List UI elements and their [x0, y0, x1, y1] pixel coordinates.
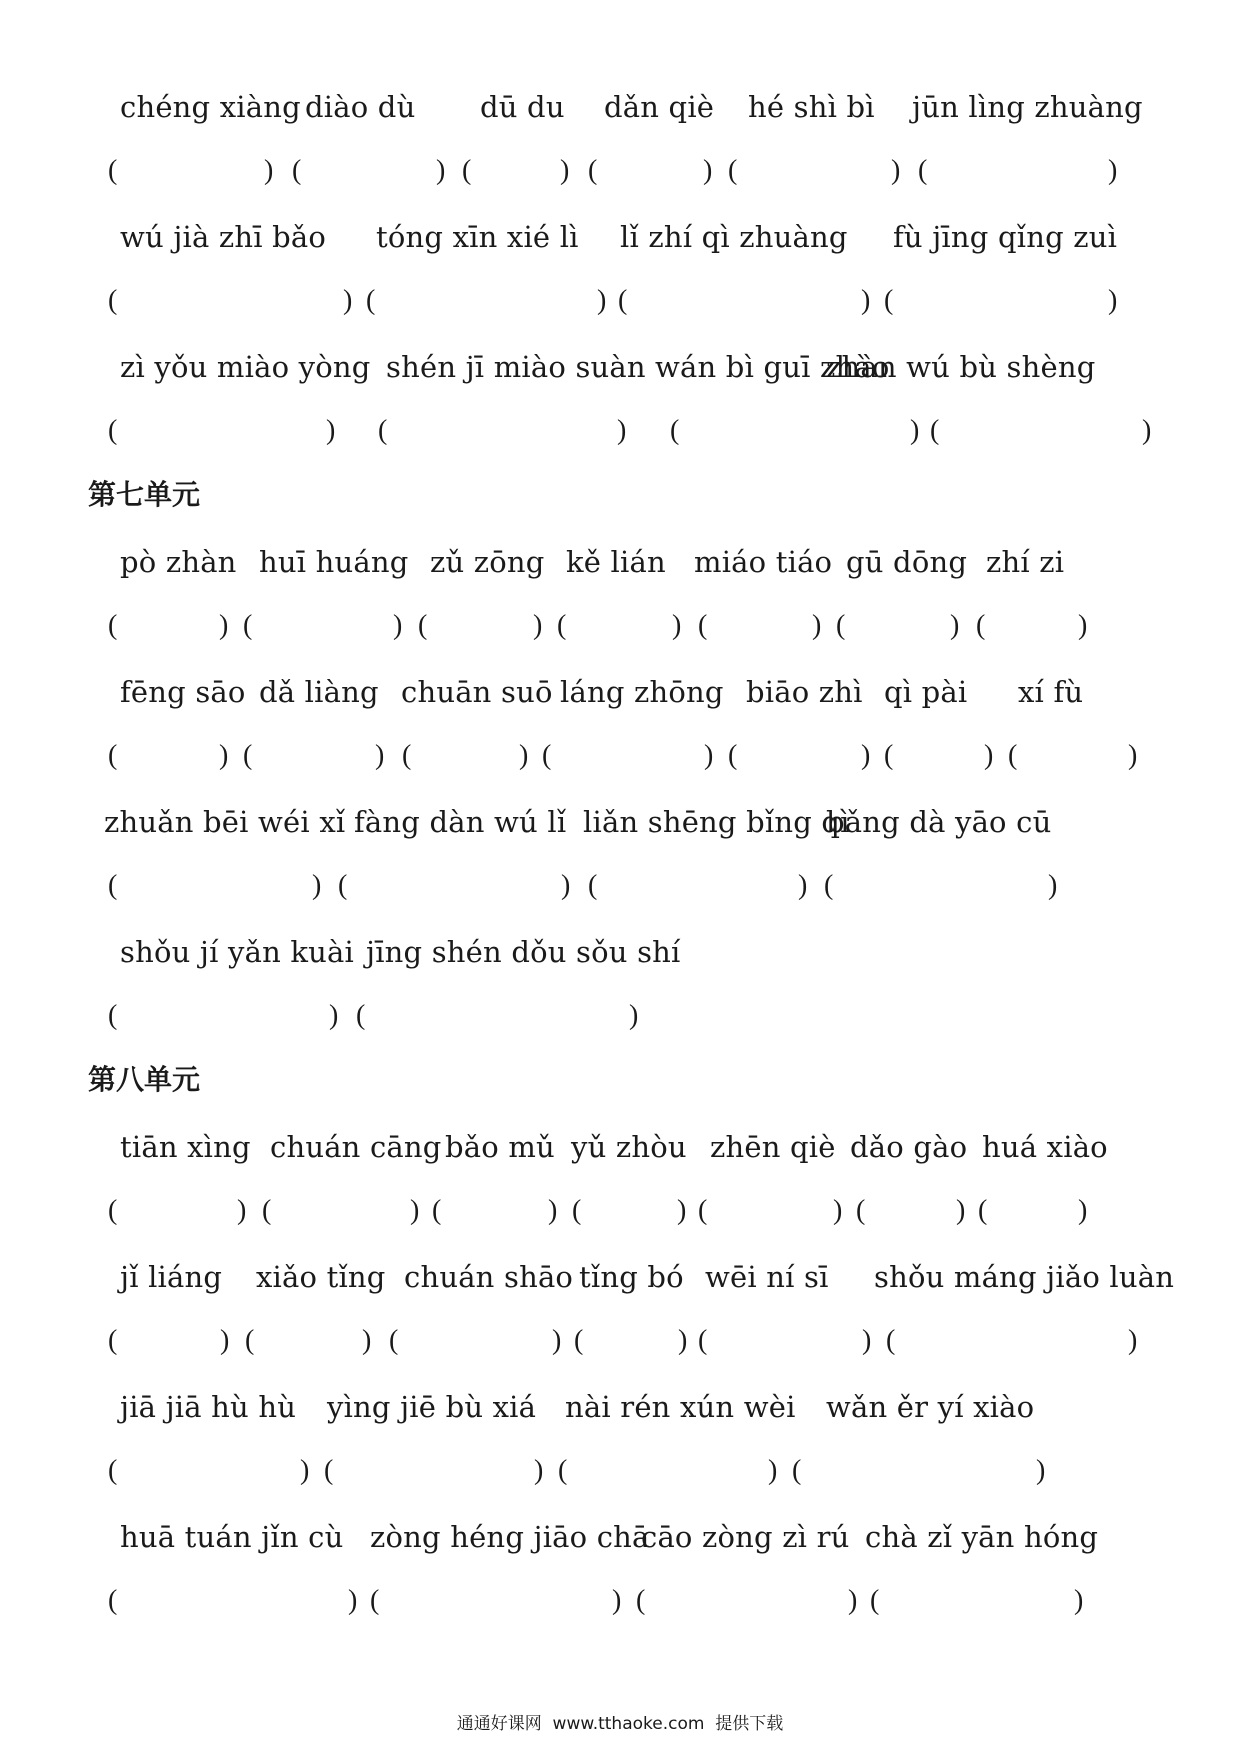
answer-bracket-close[interactable]: ) [534, 1455, 544, 1486]
answer-bracket-open[interactable]: ( [370, 1585, 380, 1616]
pinyin-word: wēi ní sī [705, 1260, 829, 1294]
answer-bracket-open[interactable]: ( [728, 740, 738, 771]
answer-bracket-close[interactable]: ) [1108, 285, 1118, 316]
pinyin-word: chéng xiàng [120, 90, 301, 124]
answer-bracket-close[interactable]: ) [984, 740, 994, 771]
pinyin-word: zòng héng jiāo chā [370, 1520, 650, 1554]
pinyin-word: fàng dàn wú lǐ [354, 805, 567, 839]
answer-bracket-close[interactable]: ) [561, 870, 571, 901]
pinyin-word: tiān xìng [120, 1130, 251, 1164]
answer-bracket-close[interactable]: ) [950, 610, 960, 641]
answer-bracket-open[interactable]: ( [108, 1455, 118, 1486]
pinyin-word: biāo zhì [746, 675, 863, 709]
pinyin-word: gū dōng [846, 545, 968, 579]
answer-bracket-open[interactable]: ( [462, 155, 472, 186]
answer-bracket-open[interactable]: ( [262, 1195, 272, 1226]
answer-bracket-open[interactable]: ( [389, 1325, 399, 1356]
pinyin-word: chuán shāo [404, 1260, 574, 1294]
answer-bracket-open[interactable]: ( [108, 870, 118, 901]
answer-bracket-open[interactable]: ( [636, 1585, 646, 1616]
answer-bracket-open[interactable]: ( [824, 870, 834, 901]
answer-bracket-close[interactable]: ) [393, 610, 403, 641]
answer-bracket-open[interactable]: ( [588, 155, 598, 186]
pinyin-word: zǔ zōng [430, 545, 545, 579]
pinyin-word: zhí zi [986, 545, 1065, 579]
answer-bracket-close[interactable]: ) [617, 415, 627, 446]
answer-bracket-close[interactable]: ) [629, 1000, 639, 1031]
answer-bracket-open[interactable]: ( [728, 155, 738, 186]
answer-bracket-open[interactable]: ( [108, 285, 118, 316]
answer-bracket-close[interactable]: ) [1036, 1455, 1046, 1486]
unit-heading: 第八单元 [88, 1063, 201, 1096]
answer-bracket-close[interactable]: ) [703, 155, 713, 186]
answer-bracket-open[interactable]: ( [108, 155, 118, 186]
pinyin-word: wǎn ěr yí xiào [826, 1390, 1035, 1424]
answer-bracket-open[interactable]: ( [108, 1325, 118, 1356]
answer-bracket-close[interactable]: ) [552, 1325, 562, 1356]
pinyin-word: wú jià zhī bǎo [120, 220, 327, 254]
pinyin-word: yǔ zhòu [571, 1130, 687, 1164]
answer-bracket-open[interactable]: ( [870, 1585, 880, 1616]
answer-bracket-open[interactable]: ( [856, 1195, 866, 1226]
pinyin-word: dǎo gào [850, 1130, 968, 1164]
pinyin-word: xiǎo tǐng [256, 1260, 386, 1294]
answer-bracket-open[interactable]: ( [243, 740, 253, 771]
answer-bracket-close[interactable]: ) [1048, 870, 1058, 901]
answer-bracket-close[interactable]: ) [362, 1325, 372, 1356]
answer-bracket-open[interactable]: ( [1008, 740, 1018, 771]
answer-bracket-close[interactable]: ) [768, 1455, 778, 1486]
answer-bracket-open[interactable]: ( [108, 1195, 118, 1226]
answer-bracket-close[interactable]: ) [833, 1195, 843, 1226]
pinyin-word: chà zǐ yān hóng [865, 1520, 1099, 1554]
pinyin-word: jūn lìng zhuàng [912, 90, 1143, 124]
answer-bracket-close[interactable]: ) [798, 870, 808, 901]
pinyin-word: jǐ liáng [120, 1260, 223, 1294]
answer-bracket-close[interactable]: ) [519, 740, 529, 771]
pinyin-word: qì pài [884, 675, 968, 709]
pinyin-word: jīng shén dǒu sǒu shí [366, 935, 681, 969]
pinyin-word: liǎn shēng bǐng qì [583, 805, 850, 839]
answer-bracket-open[interactable]: ( [588, 870, 598, 901]
answer-bracket-close[interactable]: ) [329, 1000, 339, 1031]
pinyin-word: bǎo mǔ [445, 1130, 555, 1164]
answer-bracket-open[interactable]: ( [243, 610, 253, 641]
answer-bracket-open[interactable]: ( [402, 740, 412, 771]
answer-bracket-open[interactable]: ( [108, 740, 118, 771]
answer-bracket-close[interactable]: ) [1128, 740, 1138, 771]
answer-bracket-open[interactable]: ( [930, 415, 940, 446]
pinyin-word: cāo zòng zì rú [641, 1520, 850, 1554]
pinyin-word: diào dù [305, 90, 416, 124]
answer-bracket-close[interactable]: ) [326, 415, 336, 446]
answer-bracket-open[interactable]: ( [356, 1000, 366, 1031]
answer-bracket-close[interactable]: ) [677, 1195, 687, 1226]
answer-bracket-close[interactable]: ) [237, 1195, 247, 1226]
answer-bracket-open[interactable]: ( [324, 1455, 334, 1486]
answer-bracket-open[interactable]: ( [108, 1585, 118, 1616]
answer-bracket-close[interactable]: ) [436, 155, 446, 186]
pinyin-word: shén jī miào suàn [386, 350, 646, 384]
answer-bracket-open[interactable]: ( [378, 415, 388, 446]
answer-bracket-open[interactable]: ( [558, 1455, 568, 1486]
answer-bracket-close[interactable]: ) [1074, 1585, 1084, 1616]
answer-bracket-close[interactable]: ) [1078, 610, 1088, 641]
answer-bracket-open[interactable]: ( [976, 610, 986, 641]
answer-bracket-close[interactable]: ) [300, 1455, 310, 1486]
pinyin-word: zhàn wú bù shèng [826, 350, 1096, 384]
pinyin-word: nài rén xún wèi [565, 1390, 796, 1424]
answer-bracket-open[interactable]: ( [698, 610, 708, 641]
answer-bracket-close[interactable]: ) [612, 1585, 622, 1616]
pinyin-word: shǒu máng jiǎo luàn [874, 1260, 1175, 1294]
answer-bracket-open[interactable]: ( [884, 285, 894, 316]
unit-heading: 第七单元 [88, 478, 201, 511]
pinyin-word: jiā jiā hù hù [120, 1390, 297, 1424]
answer-bracket-close[interactable]: ) [264, 155, 274, 186]
answer-bracket-close[interactable]: ) [891, 155, 901, 186]
answer-bracket-open[interactable]: ( [542, 740, 552, 771]
answer-bracket-close[interactable]: ) [678, 1325, 688, 1356]
pinyin-word: xí fù [1018, 675, 1084, 709]
pinyin-word: bǎng dà yāo cū [826, 805, 1052, 839]
answer-bracket-open[interactable]: ( [557, 610, 567, 641]
pinyin-word: dū du [480, 90, 565, 124]
pinyin-word: chuān suō [401, 675, 553, 709]
answer-bracket-close[interactable]: ) [348, 1585, 358, 1616]
answer-bracket-open[interactable]: ( [245, 1325, 255, 1356]
pinyin-word: miáo tiáo [694, 545, 833, 579]
answer-bracket-close[interactable]: ) [560, 155, 570, 186]
pinyin-word: fù jīng qǐng zuì [893, 220, 1118, 254]
pinyin-word: zhuǎn bēi wéi xǐ [104, 805, 346, 839]
answer-bracket-open[interactable]: ( [108, 610, 118, 641]
answer-bracket-open[interactable]: ( [572, 1195, 582, 1226]
pinyin-word: zhēn qiè [710, 1130, 836, 1164]
answer-bracket-open[interactable]: ( [698, 1325, 708, 1356]
answer-bracket-open[interactable]: ( [978, 1195, 988, 1226]
answer-bracket-close[interactable]: ) [1128, 1325, 1138, 1356]
answer-bracket-open[interactable]: ( [418, 610, 428, 641]
answer-bracket-open[interactable]: ( [918, 155, 928, 186]
pinyin-word: hé shì bì [748, 90, 875, 124]
answer-bracket-close[interactable]: ) [861, 740, 871, 771]
answer-bracket-close[interactable]: ) [312, 870, 322, 901]
answer-bracket-close[interactable]: ) [848, 1585, 858, 1616]
pinyin-word: yìng jiē bù xiá [327, 1390, 537, 1424]
answer-bracket-open[interactable]: ( [618, 285, 628, 316]
answer-bracket-close[interactable]: ) [219, 610, 229, 641]
pinyin-word: huá xiào [982, 1130, 1108, 1164]
pinyin-word: dǎn qiè [604, 90, 715, 124]
answer-bracket-open[interactable]: ( [292, 155, 302, 186]
pinyin-word: shǒu jí yǎn kuài [120, 935, 354, 969]
answer-bracket-close[interactable]: ) [861, 285, 871, 316]
answer-bracket-close[interactable]: ) [862, 1325, 872, 1356]
page-footer: 通通好课网 www.tthaoke.com 提供下载 [456, 1714, 784, 1734]
answer-bracket-close[interactable]: ) [343, 285, 353, 316]
answer-bracket-close[interactable]: ) [219, 740, 229, 771]
answer-bracket-open[interactable]: ( [884, 740, 894, 771]
answer-bracket-close[interactable]: ) [672, 610, 682, 641]
pinyin-word: huā tuán jǐn cù [120, 1520, 344, 1554]
answer-bracket-open[interactable]: ( [108, 1000, 118, 1031]
answer-bracket-close[interactable]: ) [812, 610, 822, 641]
answer-bracket-close[interactable]: ) [956, 1195, 966, 1226]
answer-bracket-open[interactable]: ( [432, 1195, 442, 1226]
answer-bracket-open[interactable]: ( [698, 1195, 708, 1226]
answer-bracket-open[interactable]: ( [792, 1455, 802, 1486]
pinyin-word: zì yǒu miào yòng [120, 350, 371, 384]
answer-bracket-open[interactable]: ( [886, 1325, 896, 1356]
answer-bracket-close[interactable]: ) [1078, 1195, 1088, 1226]
pinyin-word: lǐ zhí qì zhuàng [620, 220, 848, 254]
answer-bracket-close[interactable]: ) [704, 740, 714, 771]
pinyin-word: wán bì guī zhào [655, 350, 890, 384]
answer-bracket-close[interactable]: ) [375, 740, 385, 771]
answer-bracket-open[interactable]: ( [670, 415, 680, 446]
answer-bracket-open[interactable]: ( [108, 415, 118, 446]
answer-bracket-open[interactable]: ( [366, 285, 376, 316]
answer-bracket-close[interactable]: ) [1108, 155, 1118, 186]
pinyin-word: láng zhōng [560, 675, 724, 709]
answer-bracket-open[interactable]: ( [338, 870, 348, 901]
pinyin-word: huī huáng [259, 545, 409, 579]
pinyin-word: pò zhàn [120, 545, 237, 579]
answer-bracket-close[interactable]: ) [1142, 415, 1152, 446]
answer-bracket-close[interactable]: ) [548, 1195, 558, 1226]
answer-bracket-open[interactable]: ( [574, 1325, 584, 1356]
answer-bracket-close[interactable]: ) [410, 1195, 420, 1226]
answer-bracket-close[interactable]: ) [220, 1325, 230, 1356]
answer-bracket-open[interactable]: ( [836, 610, 846, 641]
pinyin-word: chuán cāng [270, 1130, 442, 1164]
pinyin-word: tǐng bó [579, 1260, 684, 1294]
pinyin-word: tóng xīn xié lì [376, 220, 579, 254]
answer-bracket-close[interactable]: ) [597, 285, 607, 316]
pinyin-word: fēng sāo [120, 675, 246, 709]
answer-bracket-close[interactable]: ) [533, 610, 543, 641]
pinyin-word: kě lián [566, 545, 666, 579]
answer-bracket-close[interactable]: ) [910, 415, 920, 446]
pinyin-word: dǎ liàng [259, 675, 379, 709]
